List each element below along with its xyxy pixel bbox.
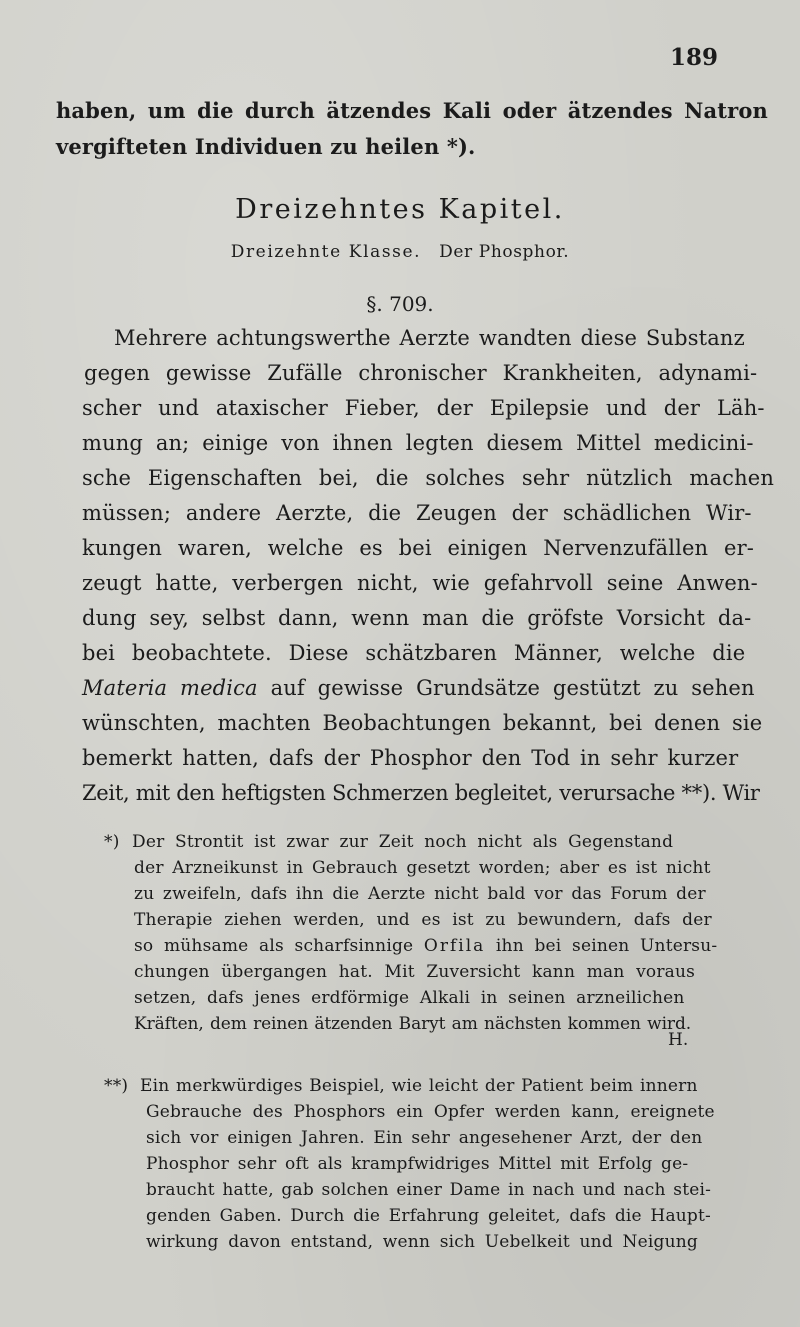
footnote-2-line-4: Phosphor sehr oft als krampfwidriges Mittel mit Erfolg ge- [146, 1154, 689, 1174]
footnote-2-line-6: genden Gaben. Durch die Erfahrung geleitet, dafs die Haupt- [146, 1206, 711, 1226]
body-line-5: sche Eigenschaften bei, die solches sehr nützlich machen [82, 466, 774, 490]
footnote-2-line-5: braucht hatte, gab solchen einer Dame in nach und nach stei- [146, 1180, 712, 1200]
footnote-1-signature: H. [668, 1030, 689, 1050]
chapter-subtitle [0, 242, 800, 262]
italic-term: Materia medica [82, 676, 258, 700]
body-line-8: zeugt hatte, verbergen nicht, wie gefahrvoll seine Anwen- [82, 571, 758, 595]
footnote-1-line-4: Therapie ziehen werden, und es ist zu bewundern, dafs der [134, 910, 712, 930]
footnote-2-line-7: wirkung davon entstand, wenn sich Uebelkeit und Neigung [146, 1232, 698, 1252]
footnote-1-line-6: chungen übergangen hat. Mit Zuversicht kann man voraus [134, 962, 696, 982]
footnote-1-line-1: Der Strontit ist zwar zur Zeit noch nicht als Gegenstand [132, 832, 674, 852]
footnote-2-line-2: Gebrauche des Phosphors ein Opfer werden kann, ereignete [146, 1102, 715, 1122]
page-number: 189 [669, 44, 718, 71]
intro-line-1-text: haben, um die durch ätzendes Kali oder ätzendes Natron [56, 98, 768, 123]
body-line-14: Zeit, mit den heftigsten Schmerzen begleitet, verursache **). Wir [82, 781, 760, 805]
body-line-3: scher und ataxischer Fieber, der Epilepsie und der Läh- [82, 396, 765, 420]
body-line-11-text: auf gewisse Grundsätze gestützt zu sehen [270, 676, 755, 700]
body-line-6: müssen; andere Aerzte, die Zeugen der schädlichen Wir- [82, 501, 752, 525]
footnote-2-line-3: sich vor einigen Jahren. Ein sehr angesehener Arzt, der den [146, 1128, 703, 1148]
footnote-1-marker: *) [104, 832, 120, 852]
footnote-1-line-5 [134, 936, 717, 956]
body-line-13: bemerkt hatten, dafs der Phosphor den Tod in sehr kurzer [82, 746, 739, 770]
footnote-1-line-3: zu zweifeln, dafs ihn die Aerzte nicht bald vor das Forum der [134, 884, 706, 904]
body-line-2: gegen gewisse Zufälle chronischer Krankheiten, adynami- [84, 361, 758, 385]
author-name: Orfila [423, 936, 486, 956]
footnote-2-line-1: Ein merkwürdiges Beispiel, wie leicht der Patient beim innern [140, 1076, 698, 1096]
footnote-1-line-8: Kräften, dem reinen ätzenden Baryt am nächsten kommen wird. [134, 1014, 692, 1034]
intro-line-1 [56, 98, 768, 123]
footnote-1-line-5-end: ihn bei seinen Untersu- [495, 936, 718, 956]
footnote-2-marker: **) [104, 1076, 129, 1096]
section-number: §. 709. [366, 292, 434, 316]
intro-line-2: vergifteten Individuen zu heilen *). [56, 134, 476, 159]
body-line-1: Mehrere achtungswerthe Aerzte wandten diese Substanz [114, 326, 745, 350]
chapter-class-label: Dreizehnte Klasse. [230, 242, 422, 262]
body-line-4: mung an; einige von ihnen legten diesem Mittel medicini- [82, 431, 754, 455]
body-line-10: bei beobachtete. Diese schätzbaren Männer, welche die [82, 641, 746, 665]
body-line-7: kungen waren, welche es bei einigen Nervenzufällen er- [82, 536, 755, 560]
chapter-title: Dreizehntes Kapitel. [235, 194, 565, 225]
chapter-substance: Der Phosphor. [439, 242, 570, 262]
body-line-11 [82, 676, 756, 700]
footnote-1-line-2: der Arzneikunst in Gebrauch gesetzt worden; aber es ist nicht [134, 858, 711, 878]
footnote-1-line-7: setzen, dafs jenes erdförmige Alkali in seinen arzneilichen [134, 988, 685, 1008]
footnote-1-line-5-start: so mühsame als scharfsinnige [134, 936, 414, 956]
body-line-12: wünschten, machten Beobachtungen bekannt, bei denen sie [82, 711, 763, 735]
body-line-9: dung sey, selbst dann, wenn man die gröfste Vorsicht da- [82, 606, 752, 630]
